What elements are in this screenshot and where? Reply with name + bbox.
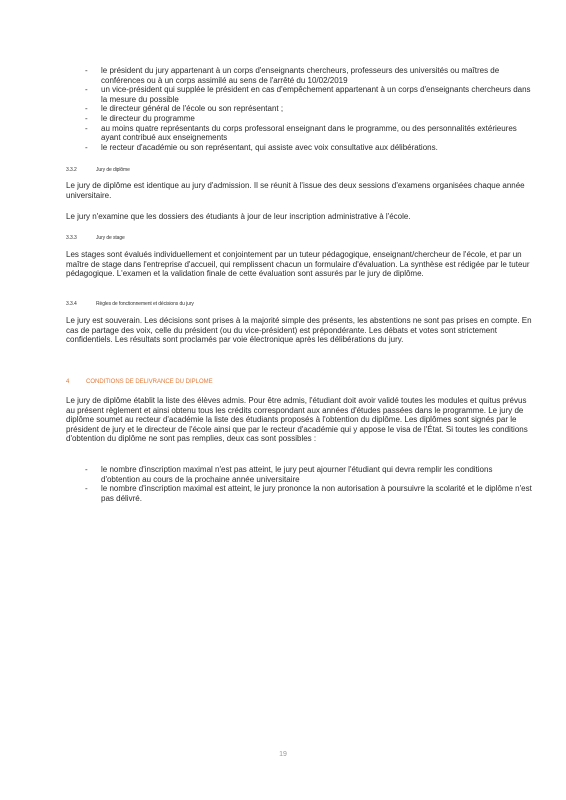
section-heading-3-3-3: 3.3.3 Jury de stage: [66, 235, 125, 241]
paragraph: Le jury de diplôme établit la liste des élèves admis. Pour être admis, l'étudiant doit avoir validé toutes les modules et quitus prévus au présent règlement et ainsi obtenu tous les crédits correspondant aux années d'études passées dans le programme. Le jury de diplôme soumet au recteur d'académie la liste des étudiants proposés à l'obtention du diplôme. Les diplômes sont signés par le président de jury et le directeur de l'école ainsi que par le recteur d'académie qui y appose le visa de l'État. Si toutes les conditions d'obtention du diplôme ne sont pas remplies, deux cas sont possibles :: [66, 396, 528, 444]
paragraph: Le jury est souverain. Les décisions sont prises à la majorité simple des présents, les abstentions ne sont pas prises en compte. En cas de partage des voix, celle du président (ou du vice-président) est prépondérante. Les débats et votes sont strictement confidentiels. Les résultats sont proclamés par voie électronique après les délibérations du jury.: [66, 316, 532, 345]
list-item: - le directeur général de l'école ou son représentant ;: [85, 104, 284, 114]
section-heading-3-3-4: 3.3.4 Règles de fonctionnement et décisions du jury: [66, 301, 194, 307]
conditions-list: [66, 465, 532, 503]
list-item: - le directeur du programme: [85, 113, 195, 123]
jury-composition-list: [66, 66, 532, 152]
list-item: - au moins quatre représentants du corps professoral enseignant dans le programme, ou des personnalités extérieures ayant contribué aux enseignements: [85, 123, 517, 143]
list-item: - le nombre d'inscription maximal n'est pas atteint, le jury peut ajourner l'étudiant qui devra remplir les conditions d'obtention au cours de la prochaine année universitaire: [85, 465, 493, 484]
paragraph: Le jury n'examine que les dossiers des étudiants à jour de leur inscription administrative à l'école.: [66, 212, 411, 221]
list-item: - un vice-président qui supplée le président en cas d'empêchement appartenant à un corps d'enseignants chercheurs dans la mesure du possible: [85, 85, 531, 104]
section-heading-4: 4 CONDITIONS DE DELIVRANCE DU DIPLOME: [66, 379, 213, 385]
section-heading-3-3-2: 3.3.2 Jury de diplôme: [66, 167, 130, 173]
list-item: - le nombre d'inscription maximal est atteint, le jury prononce la non autorisation à poursuivre la scolarité et le diplôme n'est pas délivré.: [85, 484, 532, 503]
list-item: - le recteur d'académie ou son représentant, qui assiste avec voix consultative aux délibérations.: [85, 142, 438, 152]
list-item: - le président du jury appartenant à un corps d'enseignants chercheurs, professeurs des universités ou maîtres de conférences ou à un corps assimilé au sens de l'arrêté du 10/02/2019: [85, 66, 500, 85]
page-number: 19: [279, 751, 287, 758]
paragraph: Le jury de diplôme est identique au jury d'admission. Il se réunit à l'issue des deux sessions d'examens organisées chaque année universitaire.: [66, 181, 525, 200]
paragraph: Les stages sont évalués individuellement et conjointement par un tuteur pédagogique, enseignant/chercheur de l'école, et par un maître de stage dans l'entreprise d'accueil, qui remplissent chacun un formulaire d'évaluation. La synthèse est rédigée par le tuteur pédagogique. L'examen et la validation finale de cette évaluation sont assurés par le jury de diplôme.: [66, 250, 530, 279]
